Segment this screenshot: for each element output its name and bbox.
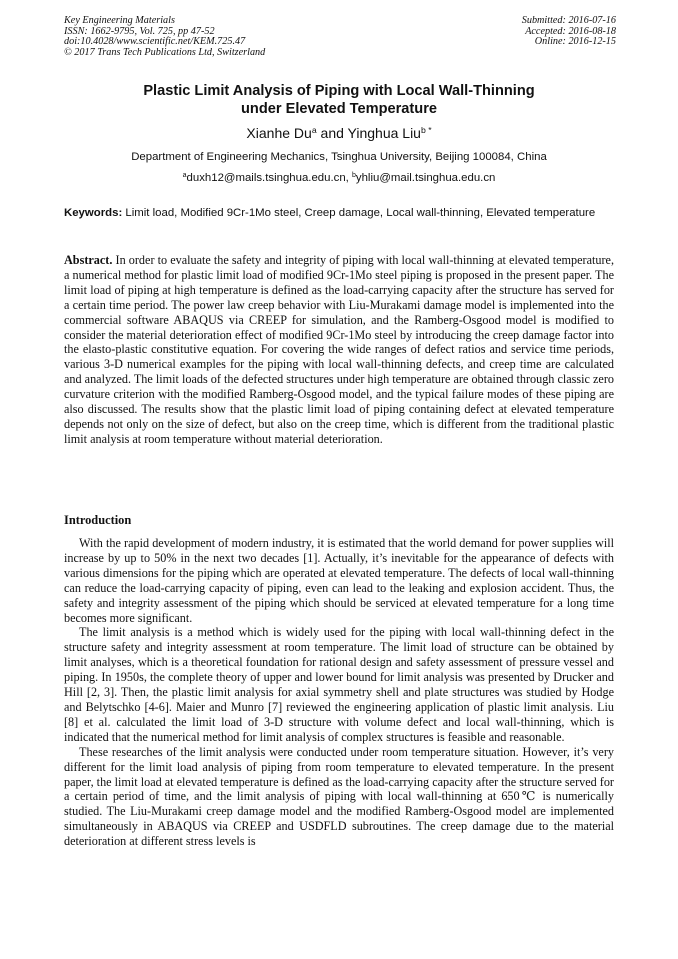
introduction-body xyxy=(64,536,614,849)
keywords-label: Keywords: xyxy=(64,207,123,219)
author-1-mark: a xyxy=(311,125,317,136)
journal-info xyxy=(64,16,265,58)
accepted-date: Accepted: 2016-08-18 xyxy=(525,25,616,37)
online-date: Online: 2016-12-15 xyxy=(534,36,616,48)
email-a-mark: a xyxy=(182,172,187,180)
email-b: yhliu@mail.tsinghua.edu.cn xyxy=(355,172,496,184)
abstract-text: In order to evaluate the safety and integrity of piping with local wall-thinning at elevated temperature, a numerical method for plastic limit load of modified 9Cr-1Mo steel piping is proposed in the present paper. The limit load of piping at high temperature is defined as the load-carrying capacity after the structure has served for a certain time period. The power law creep behavior with Liu-Murakami damage model is implemented into the commercial software ABAQUS via CREEP for simulation, and the Ramberg-Osgood model is modified to consider the material deterioration effect of modified 9Cr-1Mo steel by introducing the creep damage factor into the elasto-plastic constitutive equation. For covering the wide ranges of defect ratios and service time periods, various 3-D numerical examples for the piping with local wall-thinning defects, and creep time are calculated and analyzed. The limit loads of the defected structures under high temperature are obtained through classic zero curvature criterion with the modified Ramberg-Osgood model, and the typical failure modes of these piping are also discussed. The results show that the plastic limit load of piping containing defect at elevated temperature depends not only on the size of defect, but also on the creep time, which is different from the traditional plastic limit analysis at room temperature without material deterioration. xyxy=(64,253,614,446)
email-b-mark: b xyxy=(351,172,356,180)
author-2-mark: b * xyxy=(420,125,432,136)
title-line-2: under Elevated Temperature xyxy=(241,101,437,117)
journal-issn: ISSN: 1662-9795, Vol. 725, pp 47-52 xyxy=(64,25,215,37)
submitted-date: Submitted: 2016-07-16 xyxy=(521,15,616,26)
authors xyxy=(0,124,678,144)
author-separator: and xyxy=(316,125,348,141)
introduction-heading: Introduction xyxy=(64,513,132,527)
email-a: duxh12@mails.tsinghua.edu.cn, xyxy=(186,172,352,184)
author-1: Xianhe Du xyxy=(246,125,312,141)
abstract xyxy=(64,253,614,447)
abstract-label: Abstract. xyxy=(64,253,113,267)
journal-copyright: © 2017 Trans Tech Publications Ltd, Switzerland xyxy=(64,46,266,58)
affiliation: Department of Engineering Mechanics, Tsinghua University, Beijing 100084, China xyxy=(131,151,547,163)
paper-title xyxy=(0,82,678,118)
journal-doi: doi:10.4028/www.scientific.net/KEM.725.47 xyxy=(64,36,246,48)
author-2: Yinghua Liu xyxy=(347,125,421,141)
intro-paragraph: These researches of the limit analysis were conducted under room temperature situation. However, it’s very different for the limit load analysis of piping from room temperature to elevated temperature. In the present paper, the limit load at elevated temperature is defined as the load-carrying capacity after the structure served for a certain period of time, and the limit analysis of piping with local wall-thinning at 650℃ is numerically studied. The Liu-Murakami creep damage model and the modified Ramberg-Osgood model are implemented simultaneously in ABAQUS via CREEP and USDFLD subroutines. The creep damage due to the material deterioration at different stress levels is xyxy=(64,744,614,849)
intro-paragraph: With the rapid development of modern industry, it is estimated that the world demand for power supplies will increase by up to 50% in the next two decades [1]. Actually, it’s inevitable for the appearance of defects with various dimensions for the piping which are operated at elevated temperature. The defects of local wall-thinning can reduce the load-carrying capacity of piping, even can lead to the leaking and explosion accident. Thus, the safety and integrity assessment of the piping which should be serviced at elevated temperature for a long time becomes more significant. xyxy=(64,536,614,625)
keywords xyxy=(64,206,614,220)
keywords-text: Limit load, Modified 9Cr-1Mo steel, Creep damage, Local wall-thinning, Elevated temperature xyxy=(122,207,596,219)
submission-dates xyxy=(522,16,616,48)
journal-name: Key Engineering Materials xyxy=(64,15,175,26)
title-line-1: Plastic Limit Analysis of Piping with Local Wall-Thinning xyxy=(143,83,535,99)
intro-paragraph: The limit analysis is a method which is widely used for the piping with local wall-thinning defect in the structure safety and integrity assessment at room temperature. The limit load of structure can be obtained by limit analyses, which is a theoretical foundation for rational design and safety assessment of pressure vessel and piping. In 1950s, the complete theory of upper and lower bound for limit analysis was presented by Drucker and Hill [2, 3]. Then, the plastic limit analysis for axial symmetry shell and plate structures was studied by Hodge and Belytschko [4-6]. Maier and Munro [7] reviewed the engineering application of plastic limit analysis. Liu [8] et al. calculated the limit load of 3-D structure with volume defect and local wall-thinning, which is indicated that the numerical method for limit analysis of complex structures is feasible and reasonable. xyxy=(64,625,614,744)
emails xyxy=(0,171,678,187)
